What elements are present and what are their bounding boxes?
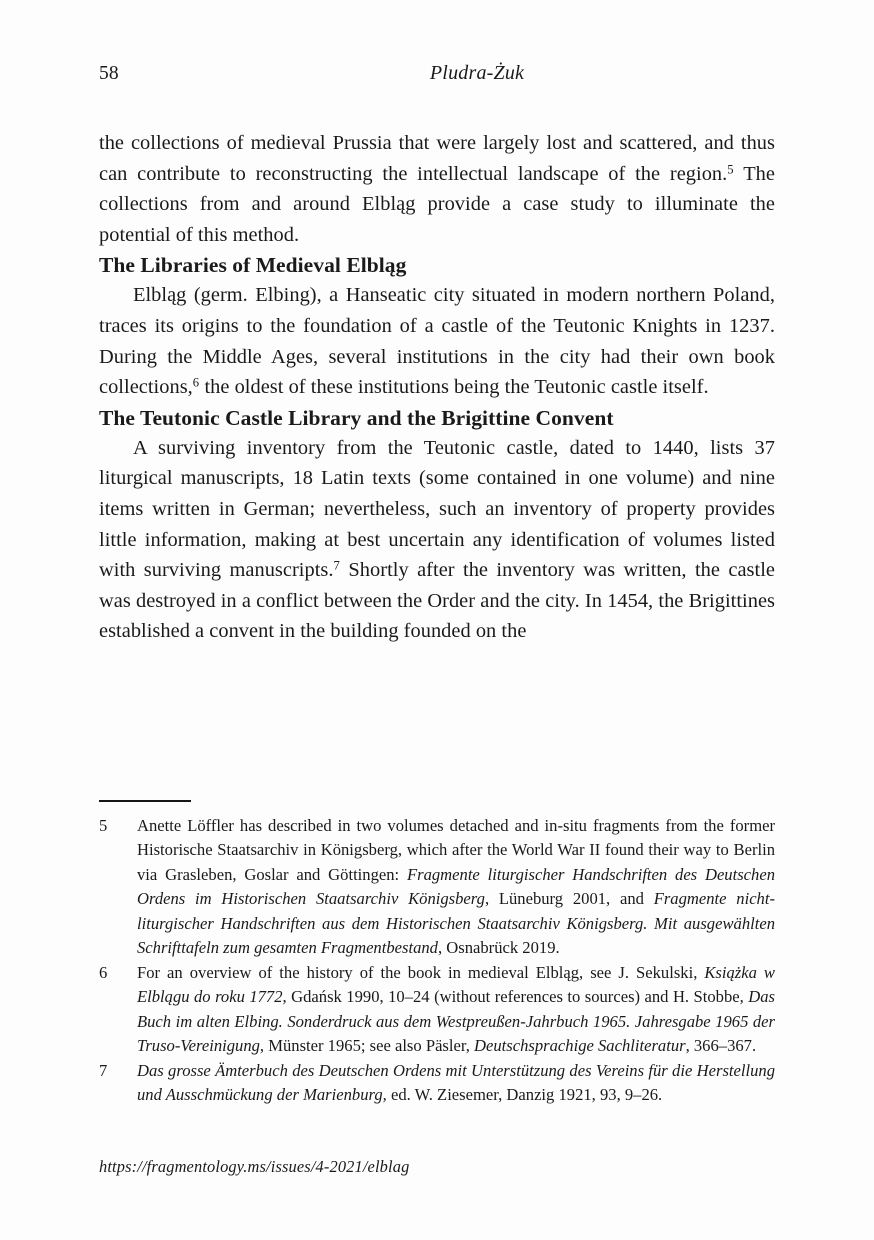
footnote-title-italic: Fragmente liturgischer Handschriften des Deutschen Ordens im Historischen Staatsarchiv Königsberg xyxy=(137,864,776,909)
running-title: Pludra-Żuk xyxy=(429,62,525,84)
body-content xyxy=(99,128,775,647)
footnote-number: 6 xyxy=(99,962,108,982)
footnote-text-run: , Münster 1965; see also Päsler, xyxy=(259,1036,475,1056)
paragraph-1-text-b: The collections from and around Elbląg provide a case study to illuminate the potential of this method. xyxy=(99,162,775,246)
footnote-text-run: , Gdańsk 1990, 10–24 (without references to sources) and H. Stobbe, xyxy=(282,987,749,1007)
paragraph-continuation xyxy=(99,128,775,250)
footnote-text-run: , Osnabrück 2019. xyxy=(437,938,560,958)
heading-libraries-of-medieval-elblag: The Libraries of Medieval Elbląg xyxy=(99,253,407,278)
footnote-7 xyxy=(99,1059,775,1108)
footnote-number: 7 xyxy=(99,1061,108,1081)
footnote-text-run: , 366–367. xyxy=(685,1036,757,1056)
footnote-number: 5 xyxy=(99,816,108,835)
footnote-title-italic: Das Buch im alten Elbing. Sonderdruck aus dem Westpreußen-Jahrbuch 1965. Jahresgabe 1965 der Truso-Vereinigung xyxy=(137,987,775,1056)
footnote-text-run: ed. W. Ziesemer, Danzig 1921, 93, 9–26. xyxy=(386,1085,663,1105)
page-number: 58 xyxy=(99,63,119,84)
footnote-text-run: For an overview of the history of the book in medieval Elbląg, see J. Sekulski, xyxy=(137,962,705,982)
footnotes-section xyxy=(99,800,775,1108)
running-header xyxy=(99,0,775,106)
paragraph-elblag-overview xyxy=(99,280,775,402)
footnote-text xyxy=(137,961,775,1059)
footnote-marker-7[interactable]: 7 xyxy=(333,558,341,573)
footnote-5 xyxy=(99,814,775,960)
paragraph-castle-inventory xyxy=(99,433,775,647)
paragraph-3-text-b: Shortly after the inventory was written, the castle was destroyed in a conflict between the Order and the city. In 1454, the Brigittines established a convent in the building founded on the xyxy=(99,559,775,643)
paragraph-2-text-b: the oldest of these institutions being the Teutonic castle itself. xyxy=(199,376,709,399)
footnote-marker-5[interactable]: 5 xyxy=(727,162,734,177)
footnote-title-italic: Deutschsprachige Sachliteratur xyxy=(474,1036,686,1056)
page-footer-url[interactable]: https://fragmentology.ms/issues/4-2021/elblag xyxy=(99,1157,410,1176)
footnote-text xyxy=(137,814,775,960)
footnote-list xyxy=(99,814,775,1108)
paragraph-3-text-a: A surviving inventory from the Teutonic castle, dated to 1440, lists 37 liturgical manuscripts, 18 Latin texts (some contained in one volume) and nine items written in German; nevertheless, such an inventory of property provides little information, making at best uncertain any identification of volumes listed with surviving manuscripts. xyxy=(99,436,775,582)
footnote-title-italic: Fragmente nicht-liturgischer Handschriften aus dem Historischen Staatsarchiv Königsberg. Mit ausgewählten Schrifttafeln zum gesamten Fragmentbestand xyxy=(137,889,775,958)
footnote-marker-6[interactable]: 6 xyxy=(192,375,200,390)
footnote-title-italic: Książka w Elblągu do roku 1772 xyxy=(137,962,775,1007)
footnote-title-italic: Das grosse Ämterbuch des Deutschen Ordens mit Unterstützung des Vereins für die Herstellung und Ausschmückung der Marienburg, xyxy=(137,1061,775,1105)
paragraph-2-text-a: Elbląg (germ. Elbing), a Hanseatic city situated in modern northern Poland, traces its origins to the foundation of a castle of the Teutonic Knights in 1237. During the Middle Ages, several institutions in the city had their own book collections, xyxy=(99,284,775,399)
heading-teutonic-castle-library: The Teutonic Castle Library and the Brigittine Convent xyxy=(99,405,614,430)
paragraph-1-text-a: the collections of medieval Prussia that were largely lost and scattered, and thus can contribute to reconstructing the intellectual landscape of the region. xyxy=(99,132,775,185)
footnote-text-run: , Lüneburg 2001, and xyxy=(484,889,654,909)
footnote-text xyxy=(137,1059,775,1108)
footnote-6 xyxy=(99,961,775,1059)
footnote-separator-rule xyxy=(99,800,191,802)
footnote-text-run: Anette Löffler has described in two volumes detached and in-situ fragments from the former Historische Staatsarchiv in Königsberg, which after the World War II found their way to Berlin via Grasleben, Goslar and Göttingen: xyxy=(137,816,775,884)
